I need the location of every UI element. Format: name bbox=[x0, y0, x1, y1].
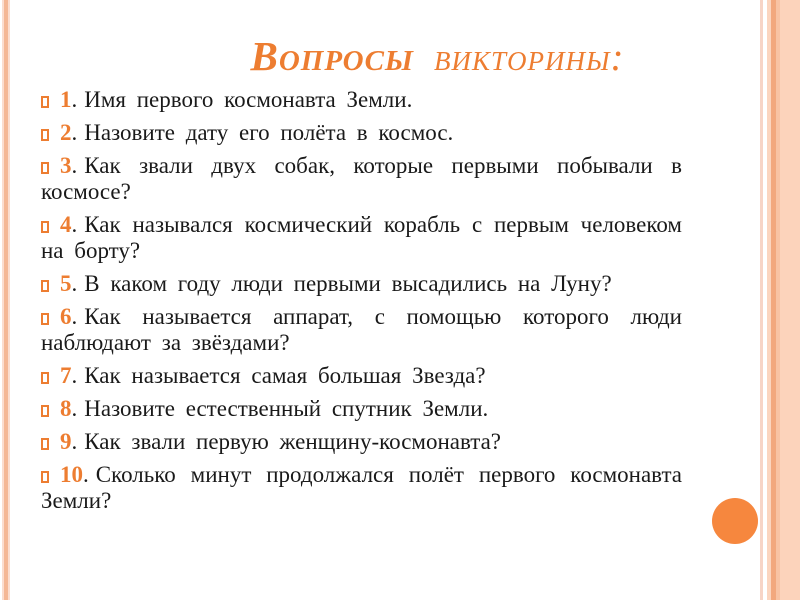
question-number: 3 bbox=[60, 153, 72, 178]
question-number: 4 bbox=[60, 212, 72, 237]
question-number: 2 bbox=[60, 120, 72, 145]
question-number: 7 bbox=[60, 363, 72, 388]
question-text: Как звали двух собак, которые первыми побывали в космосе? bbox=[41, 153, 682, 204]
square-bullet-icon bbox=[41, 313, 49, 325]
question-text: Как называется самая большая Звезда? bbox=[84, 363, 486, 388]
question-number: 8 bbox=[60, 396, 72, 421]
left-stripe-decoration bbox=[2, 0, 10, 600]
question-text: Назовите естественный спутник Земли. bbox=[84, 396, 489, 421]
question-item-3 bbox=[41, 153, 682, 205]
number-suffix: . bbox=[71, 396, 78, 421]
right-stripe-band-decoration bbox=[767, 0, 800, 600]
question-item-7 bbox=[41, 363, 682, 389]
number-suffix: . bbox=[71, 429, 78, 454]
question-item-8 bbox=[41, 396, 682, 422]
square-bullet-icon bbox=[41, 471, 49, 483]
number-suffix: . bbox=[83, 462, 89, 487]
question-text: Как назывался космический корабль с первым человеком на борту? bbox=[41, 212, 682, 263]
right-thin-stripe-decoration bbox=[760, 0, 763, 600]
question-text: Сколько минут продолжался полёт первого космонавта Земли? bbox=[41, 462, 682, 513]
question-text: Назовите дату его полёта в космос. bbox=[84, 120, 454, 145]
question-text: Имя первого космонавта Земли. bbox=[84, 87, 413, 112]
question-number: 6 bbox=[60, 304, 72, 329]
square-bullet-icon bbox=[41, 405, 49, 417]
number-suffix: . bbox=[71, 304, 78, 329]
number-suffix: . bbox=[71, 271, 78, 296]
title-word-1: Вопросы bbox=[250, 33, 415, 79]
question-text: В каком году люди первыми высадились на Луну? bbox=[84, 271, 612, 296]
square-bullet-icon bbox=[41, 96, 49, 108]
question-number: 1 bbox=[60, 87, 72, 112]
number-suffix: . bbox=[71, 363, 78, 388]
title-word-2: викторины: bbox=[434, 36, 625, 79]
question-number: 10 bbox=[60, 462, 83, 487]
square-bullet-icon bbox=[41, 221, 49, 233]
question-text: Как звали первую женщину-космонавта? bbox=[84, 429, 502, 454]
question-list bbox=[41, 87, 682, 521]
orange-circle-decoration bbox=[712, 498, 758, 544]
question-item-2 bbox=[41, 120, 682, 146]
question-item-5 bbox=[41, 271, 682, 297]
question-text: Как называется аппарат, с помощью которого люди наблюдают за звёздами? bbox=[41, 304, 682, 355]
square-bullet-icon bbox=[41, 162, 49, 174]
number-suffix: . bbox=[71, 120, 78, 145]
number-suffix: . bbox=[71, 87, 78, 112]
question-item-6 bbox=[41, 304, 682, 356]
number-suffix: . bbox=[71, 153, 78, 178]
question-number: 5 bbox=[60, 271, 72, 296]
question-item-1 bbox=[41, 87, 682, 113]
question-number: 9 bbox=[60, 429, 72, 454]
square-bullet-icon bbox=[41, 129, 49, 141]
slide-title bbox=[75, 33, 800, 79]
question-item-9 bbox=[41, 429, 682, 455]
number-suffix: . bbox=[71, 212, 78, 237]
question-item-4 bbox=[41, 212, 682, 264]
square-bullet-icon bbox=[41, 280, 49, 292]
square-bullet-icon bbox=[41, 372, 49, 384]
question-item-10 bbox=[41, 462, 682, 514]
square-bullet-icon bbox=[41, 438, 49, 450]
